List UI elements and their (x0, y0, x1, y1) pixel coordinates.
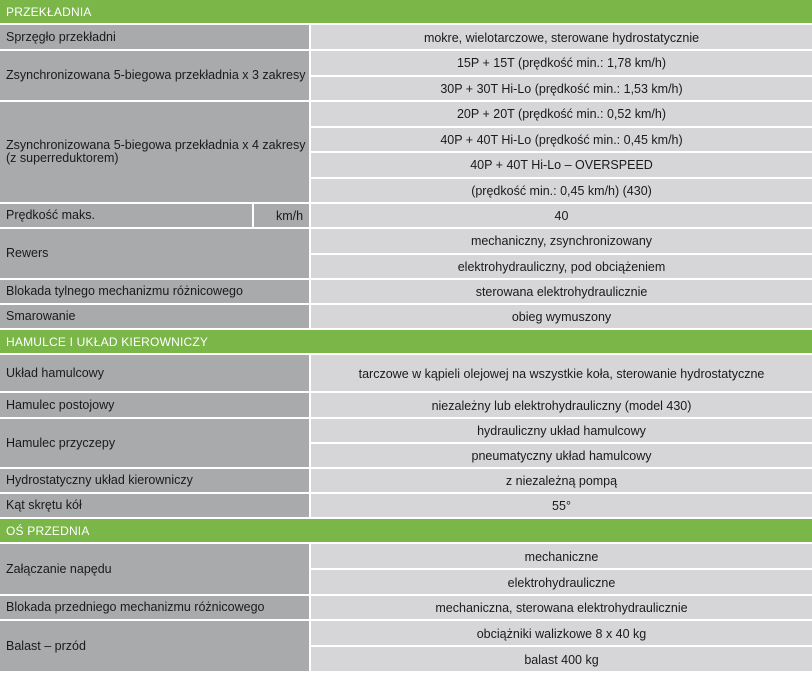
row-value: elektrohydrauliczne (311, 570, 812, 594)
row-value: 40 (311, 204, 812, 227)
row-value: pneumatyczny układ hamulcowy (311, 444, 812, 467)
row-label: Blokada tylnego mechanizmu różnicowego (0, 280, 309, 303)
row-value: mechaniczne (311, 544, 812, 570)
row-value: balast 400 kg (311, 647, 812, 671)
row-label: Hamulec przyczepy (0, 419, 309, 467)
row-label: Balast – przód (0, 621, 309, 671)
row-value: obieg wymuszony (311, 305, 812, 328)
row-label: Rewers (0, 229, 309, 278)
row-label: Zsynchronizowana 5-biegowa przekładnia x 4 zakresy (z superreduktorem) (0, 102, 309, 202)
row-label: Hydrostatyczny układ kierowniczy (0, 469, 309, 492)
row-value: 15P + 15T (prędkość min.: 1,78 km/h) (311, 51, 812, 77)
row-value: 30P + 30T Hi-Lo (prędkość min.: 1,53 km/h) (311, 77, 812, 101)
table-row (0, 355, 812, 393)
table-row (0, 494, 812, 519)
row-value: sterowana elektrohydraulicznie (311, 280, 812, 303)
row-label: Sprzęgło przekładni (0, 25, 309, 49)
table-row (0, 51, 812, 102)
row-value: obciążniki walizkowe 8 x 40 kg (311, 621, 812, 647)
table-row (0, 469, 812, 494)
row-value: hydrauliczny układ hamulcowy (311, 419, 812, 444)
row-value: tarczowe w kąpieli olejowej na wszystkie koła, sterowanie hydrostatyczne (311, 355, 812, 391)
table-row (0, 25, 812, 51)
row-label: Układ hamulcowy (0, 355, 309, 391)
row-label: Prędkość maks. (0, 204, 252, 227)
row-value: 20P + 20T (prędkość min.: 0,52 km/h) (311, 102, 812, 128)
table-row (0, 621, 812, 671)
row-value: (prędkość min.: 0,45 km/h) (430) (311, 179, 812, 203)
row-value: mechaniczna, sterowana elektrohydraulicznie (311, 596, 812, 619)
row-value: 55° (311, 494, 812, 517)
row-label: Załączanie napędu (0, 544, 309, 594)
table-row (0, 102, 812, 204)
table-row (0, 393, 812, 419)
row-label: Blokada przedniego mechanizmu różnicowego (0, 596, 309, 619)
table-row (0, 544, 812, 596)
row-value: niezależny lub elektrohydrauliczny (model 430) (311, 393, 812, 417)
row-value: elektrohydrauliczny, pod obciążeniem (311, 255, 812, 279)
table-row (0, 204, 812, 229)
row-value: mokre, wielotarczowe, sterowane hydrostatycznie (311, 25, 812, 49)
row-label: Zsynchronizowana 5-biegowa przekładnia x 3 zakresy (0, 51, 309, 100)
row-unit: km/h (254, 204, 309, 227)
table-row (0, 305, 812, 330)
row-label: Kąt skrętu kół (0, 494, 309, 517)
row-value: 40P + 40T Hi-Lo (prędkość min.: 0,45 km/h) (311, 128, 812, 154)
row-value: z niezależną pompą (311, 469, 812, 492)
section-header-transmission: PRZEKŁADNIA (0, 0, 812, 25)
section-header-brakes: HAMULCE I UKŁAD KIEROWNICZY (0, 330, 812, 355)
table-row (0, 229, 812, 280)
row-value: mechaniczny, zsynchronizowany (311, 229, 812, 255)
table-row (0, 596, 812, 621)
row-value: 40P + 40T Hi-Lo – OVERSPEED (311, 153, 812, 179)
row-label: Hamulec postojowy (0, 393, 309, 417)
row-label: Smarowanie (0, 305, 309, 328)
table-row (0, 280, 812, 305)
table-row (0, 419, 812, 469)
section-header-front-axle: OŚ PRZEDNIA (0, 519, 812, 544)
